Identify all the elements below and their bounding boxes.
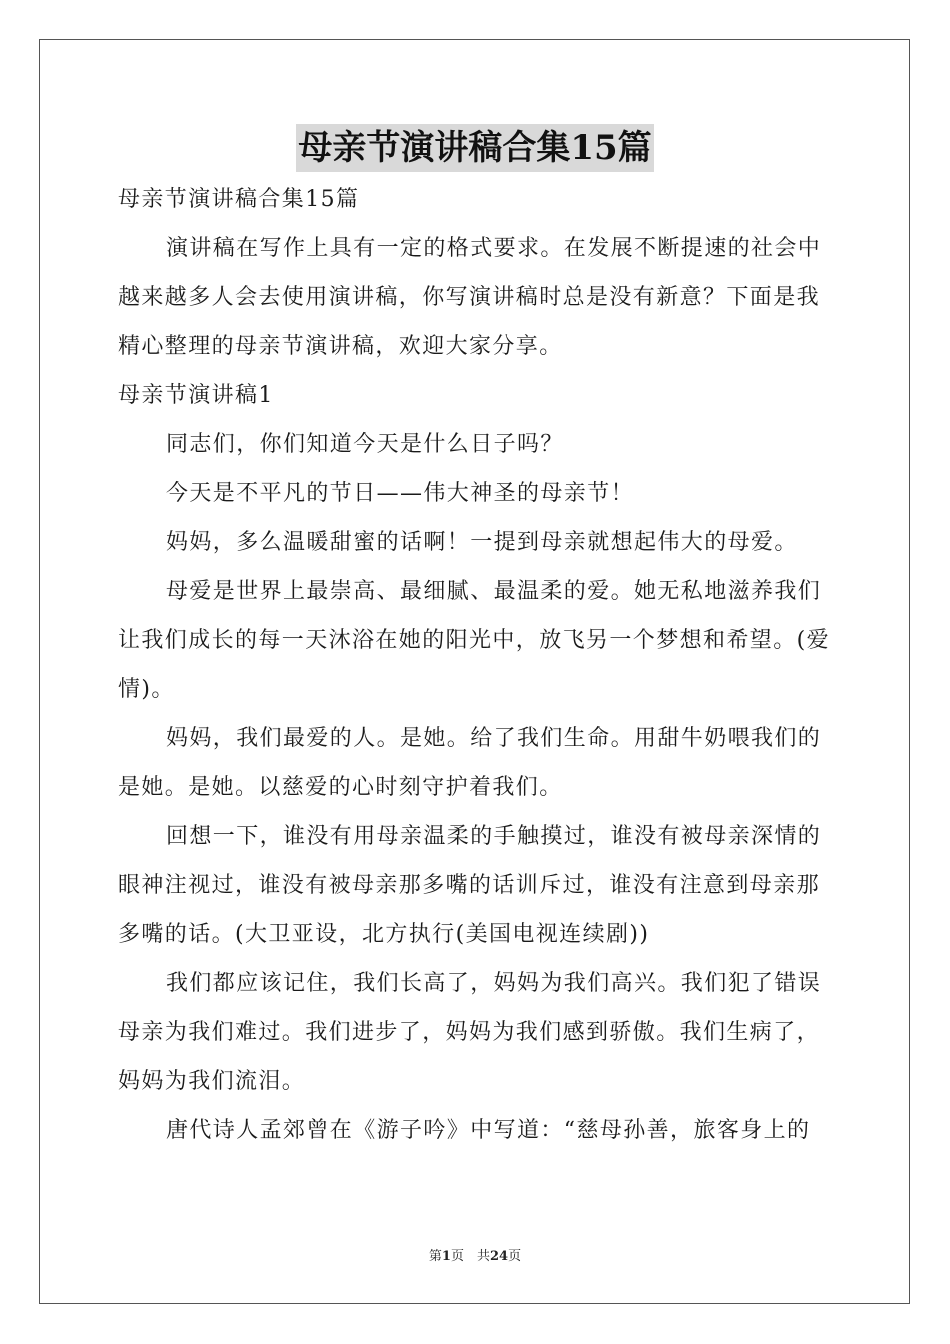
paragraph: 同志们，你们知道今天是什么日子吗？ <box>166 432 564 457</box>
page-prefix: 第 <box>428 1249 442 1264</box>
paragraph: 回想一下，谁没有用母亲温柔的手触摸过，谁没有被母亲深情的眼神注视过，谁没有被母亲那多嘴的话训斥过，谁没有注意到母亲那多嘴的话。(大卫亚设，北方执行(美国电视连续剧)) <box>118 824 822 947</box>
paragraph: 母爱是世界上最崇高、最细腻、最温柔的爱。她无私地滋养我们让我们成长的每一天沐浴在她的阳光中，放飞另一个梦想和希望。(爱情)。 <box>118 579 830 702</box>
paragraph: 妈妈，多么温暖甜蜜的话啊！一提到母亲就想起伟大的母爱。 <box>166 530 798 555</box>
paragraph: 母亲节演讲稿合集15篇 <box>118 187 360 212</box>
page-total: 24 <box>489 1249 509 1264</box>
paragraph: 妈妈，我们最爱的人。是她。给了我们生命。用甜牛奶喂我们的是她。是她。以慈爱的心时刻守护着我们。 <box>118 726 822 800</box>
paragraph: 唐代诗人孟郊曾在《游子吟》中写道：“慈母孙善，旅客身上的 <box>166 1118 811 1143</box>
document-title <box>0 124 950 172</box>
paragraph: 今天是不平凡的节日——伟大神圣的母亲节！ <box>166 481 635 506</box>
document-title-text: 母亲节演讲稿合集15篇 <box>296 124 653 172</box>
paragraph: 演讲稿在写作上具有一定的格式要求。在发展不断提速的社会中越来越多人会去使用演讲稿，你写演讲稿时总是没有新意？下面是我精心整理的母亲节演讲稿，欢迎大家分享。 <box>118 236 822 359</box>
document-body <box>118 175 838 1155</box>
page-suffix: 页 <box>508 1249 522 1264</box>
paragraph: 我们都应该记住，我们长高了，妈妈为我们高兴。我们犯了错误母亲为我们难过。我们进步了，妈妈为我们感到骄傲。我们生病了，妈妈为我们流泪。 <box>118 971 822 1094</box>
page-footer <box>0 1245 950 1264</box>
paragraph: 母亲节演讲稿1 <box>118 383 274 408</box>
page-mid: 页 共 <box>450 1249 490 1264</box>
page-current: 1 <box>441 1249 451 1264</box>
